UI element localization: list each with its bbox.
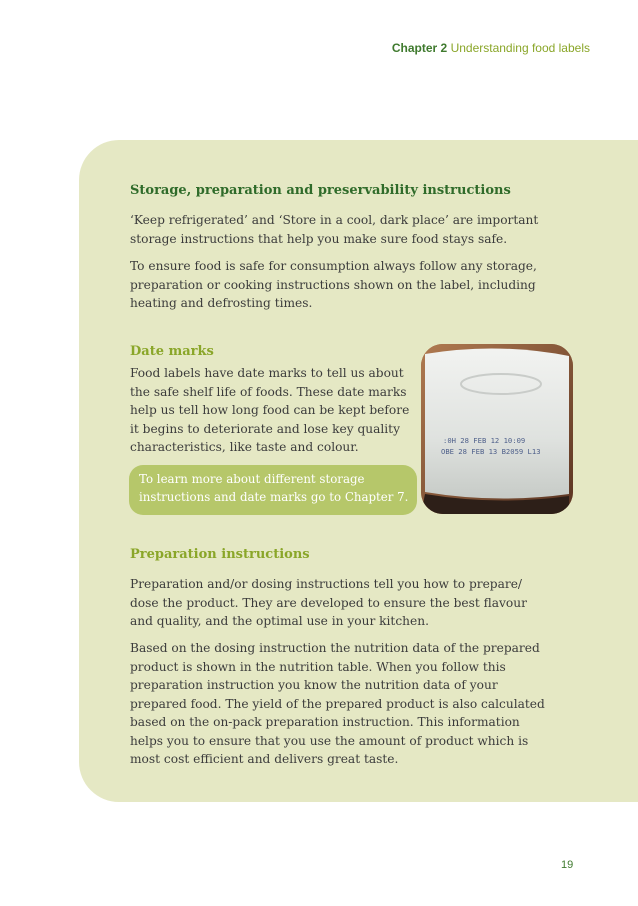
text-line: To ensure food is safe for consumption always follow any storage, [130,259,537,273]
chapter-title: Understanding food labels [450,41,590,55]
text-line: helps you to ensure that you use the amount of product which is [130,733,529,748]
text-line: help us tell how long food can be kept before [130,403,410,417]
storage-paragraph-1 [130,211,538,248]
running-header [392,41,590,55]
chapter-number: Chapter 2 [391,41,448,55]
text-line: and quality, and the optimal use in your kitchen. [130,614,429,628]
text-line: the safe shelf life of foods. These date marks [130,384,407,399]
text-line: Based on the dosing instruction the nutrition data of the prepared [130,641,540,655]
preparation-paragraph-2 [130,639,545,769]
date-mark-photo [421,344,573,514]
date-marks-heading: Date marks [130,344,214,359]
text-line: preparation or cooking instructions shown on the label, including [130,277,536,292]
chapter-7-callout [129,465,417,515]
text-line: dose the product. They are developed to ensure the best flavour [130,595,527,610]
text-line: prepared food. The yield of the prepared product is also calculated [130,696,545,711]
preparation-paragraph-1 [130,575,527,631]
date-mark-line-1: :0H 28 FEB 12 10:09 [443,436,526,445]
text-line: ‘Keep refrigerated’ and ‘Store in a cool, dark place’ are important [130,213,539,227]
text-line: Preparation and/or dosing instructions tell you how to prepare/ [130,577,523,591]
text-line: most cost efficient and delivers great taste. [130,752,399,766]
text-line: based on the on-pack preparation instruction. This information [130,715,520,729]
storage-heading: Storage, preparation and preservability instructions [130,183,511,198]
text-line: Food labels have date marks to tell us about [130,366,404,380]
text-line: it begins to deteriorate and lose key quality [130,421,400,436]
callout-text [139,471,409,506]
text-line: storage instructions that help you make sure food stays safe. [130,231,508,246]
date-mark-line-2: OBE 28 FEB 13 B2059 L13 [441,447,541,456]
date-marks-paragraph [130,364,409,457]
text-line: characteristics, like taste and colour. [130,440,359,454]
text-line: To learn more about different storage [139,472,365,486]
text-line: instructions and date marks go to Chapter 7. [139,489,409,504]
storage-paragraph-2 [130,257,537,313]
text-line: heating and defrosting times. [130,296,313,310]
can-lid-illustration [421,344,573,514]
text-line: preparation instruction you know the nutrition data of your [130,678,498,692]
page-number: 19 [561,859,574,871]
preparation-heading: Preparation instructions [130,547,310,562]
text-line: product is shown in the nutrition table. When you follow this [130,659,506,674]
